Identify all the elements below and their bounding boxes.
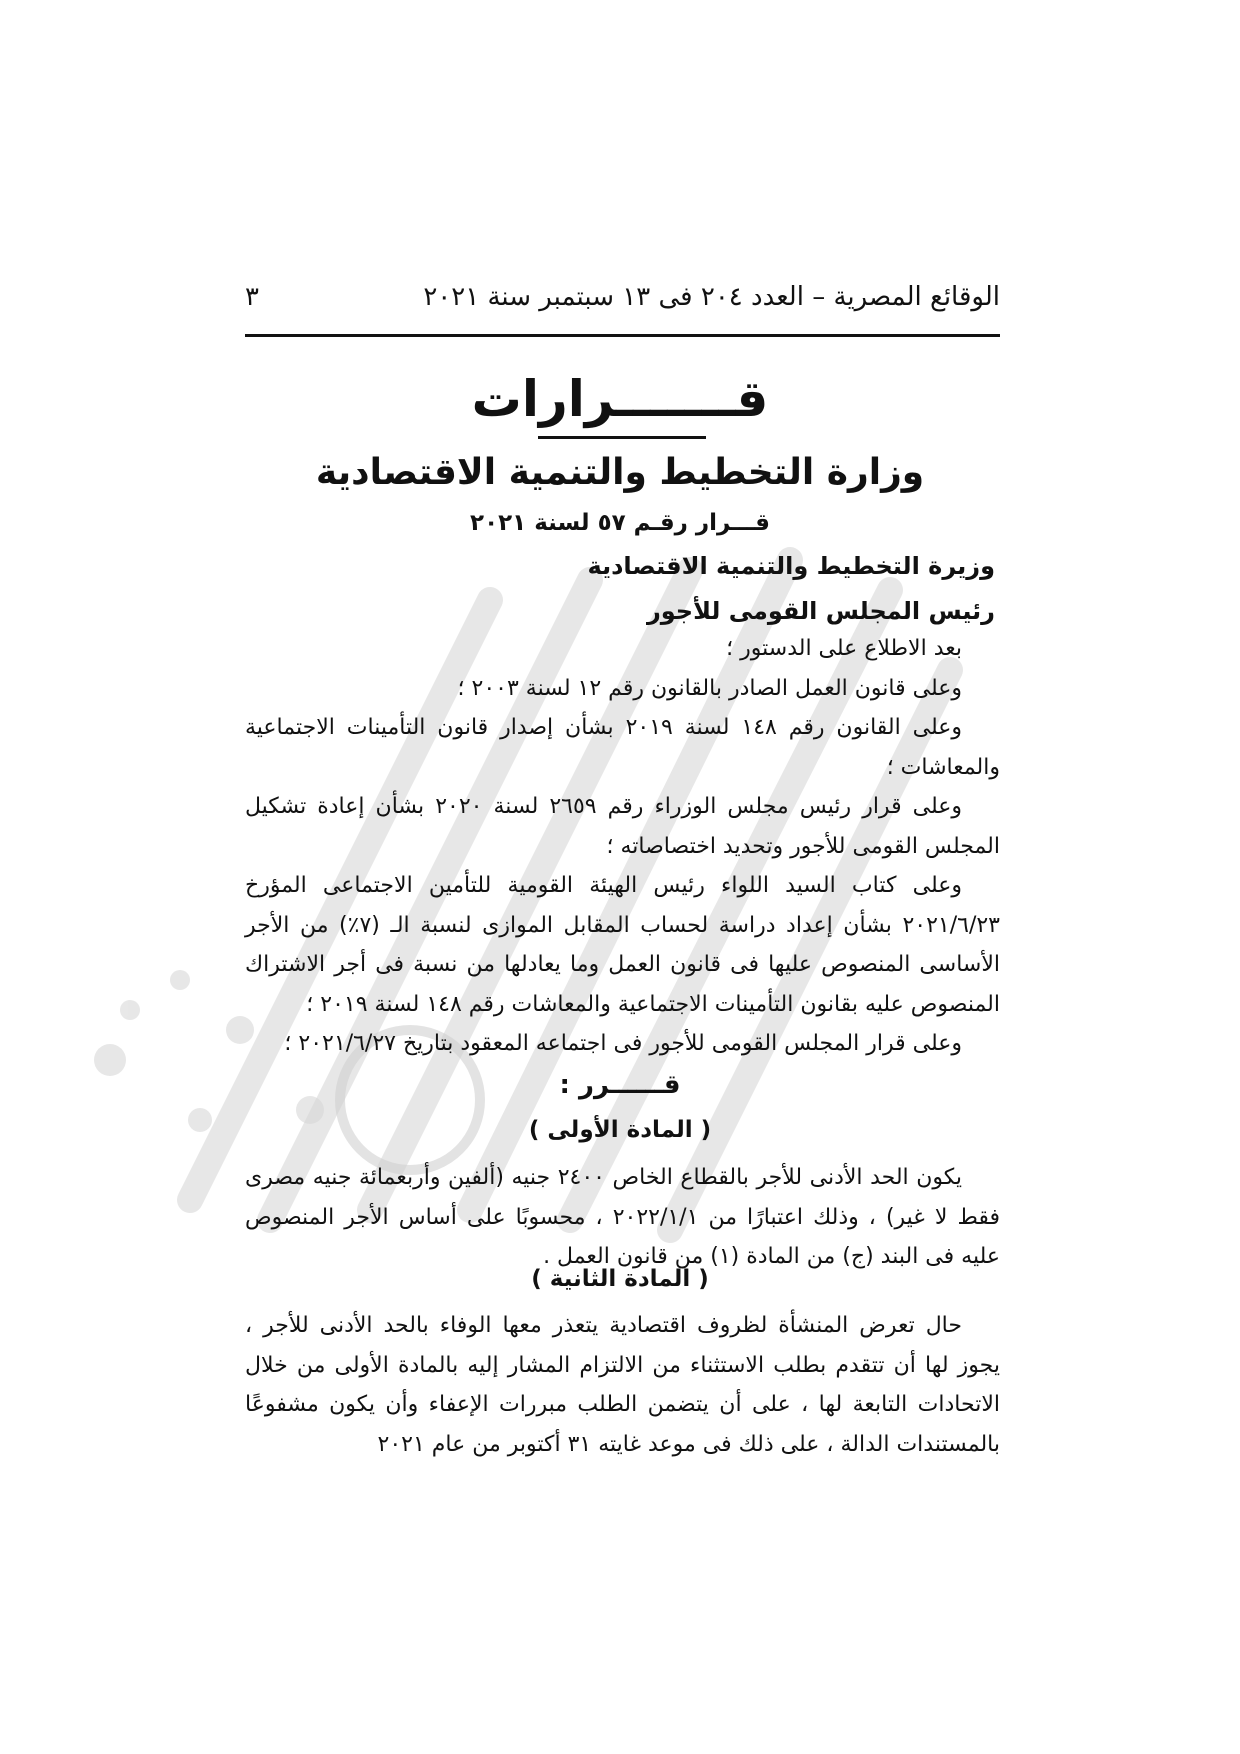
preamble-clause: وعلى قرار رئيس مجلس الوزراء رقم ٢٦٥٩ لسنة ٢٠٢٠ بشأن إعادة تشكيل المجلس القومى للأجور وتحديد اختصاصاته ؛ (245, 794, 1000, 859)
page-header (245, 282, 1000, 322)
gazette-header-title: الوقائع المصرية – العدد ٢٠٤ فى ١٣ سبتمبر سنة ٢٠٢١ (423, 282, 1000, 312)
ministry-name: وزارة التخطيط والتنمية الاقتصادية (315, 452, 925, 493)
issuer-title-council-head: رئيس المجلس القومى للأجور (646, 597, 995, 625)
page-number: ٣ (245, 282, 259, 312)
decided-heading: قــــــرر : (559, 1070, 681, 1100)
article-1-heading: ( المادة الأولى ) (528, 1117, 712, 1143)
article-1-text: يكون الحد الأدنى للأجر بالقطاع الخاص ٢٤٠٠ جنيه (ألفين وأربعمائة جنيه مصرى فقط لا غير) ، وذلك اعتبارًا من ٢٠٢٢/١/١ ، محسوبًا على أساس الأجر المنصوص عليه فى البند (ج) من المادة (١) من قانون العمل . (245, 1165, 1000, 1269)
preamble-clause: وعلى القانون رقم ١٤٨ لسنة ٢٠١٩ بشأن إصدار قانون التأمينات الاجتماعية والمعاشات ؛ (245, 715, 1000, 780)
section-title-underline (538, 436, 706, 439)
preamble-clause: بعد الاطلاع على الدستور ؛ (726, 636, 962, 661)
decree-title: قـــرار رقـم ٥٧ لسنة ٢٠٢١ (470, 510, 770, 536)
preamble-clause: وعلى قانون العمل الصادر بالقانون رقم ١٢ لسنة ٢٠٠٣ ؛ (457, 675, 962, 701)
preamble-clause: وعلى كتاب السيد اللواء رئيس الهيئة القومية للتأمين الاجتماعى المؤرخ ٢٠٢١/٦/٢٣ بشأن إعداد دراسة لحساب المقابل الموازى لنسبة الـ (٧٪) من الأجر الأساسى المنصوص عليها فى قانون العمل وما يعادلها من نسبة فى أجر الاشتراك المنصوص عليه بقانون التأمينات الاجتماعية والمعاشات رقم ١٤٨ لسنة ٢٠١٩ ؛ (245, 873, 1000, 1017)
article-2-text: حال تعرض المنشأة لظروف اقتصادية يتعذر معها الوفاء بالحد الأدنى للأجر ، يجوز لها أن تتقدم بطلب الاستثناء من الالتزام المشار إليه بالمادة الأولى من خلال الاتحادات التابعة لها ، على أن يتضمن الطلب مبررات الإعفاء وأن يكون مشفوعًا بالمستندات الدالة ، على ذلك فى موعد غايته ٣١ أكتوبر من عام ٢٠٢١ (245, 1313, 1000, 1457)
preamble-clause: وعلى قرار المجلس القومى للأجور فى اجتماعه المعقود بتاريخ ٢٠٢١/٦/٢٧ ؛ (284, 1031, 962, 1056)
article-2-heading: ( المادة الثانية ) (531, 1266, 709, 1292)
header-divider (245, 334, 1000, 337)
issuer-title-minister: وزيرة التخطيط والتنمية الاقتصادية (587, 552, 995, 580)
section-title: قـــــــرارات (471, 370, 769, 428)
preamble (245, 629, 1000, 1064)
